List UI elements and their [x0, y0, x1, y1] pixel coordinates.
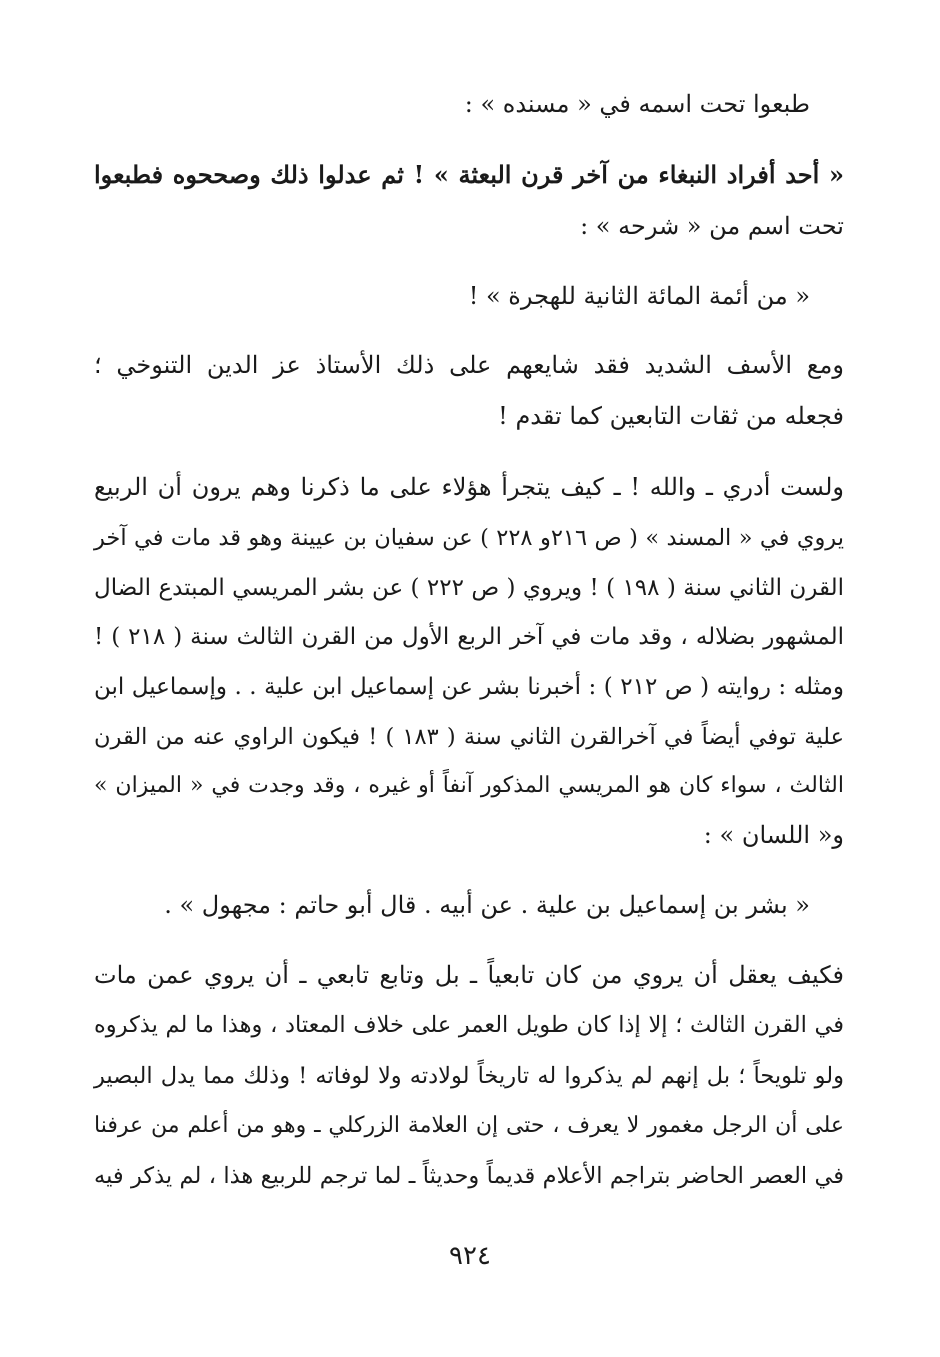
- text-line-12: علية توفي أيضاً في آخرالقرن الثاني سنة ( ١٨٣ ) ! فيكون الراوي عنه من القرن: [94, 724, 844, 750]
- text-line-10: المشهور بضلاله ، وقد مات في آخر الربع الأول من القرن الثالث سنة ( ٢١٨ ) !: [94, 624, 844, 650]
- text-line-19: على أن الرجل مغمور لا يعرف ، حتى إن العلامة الزركلي ـ وهو من أعلم من عرفنا: [94, 1113, 844, 1138]
- text-line-4: « من أئمة المائة الثانية للهجرة » !: [468, 282, 810, 310]
- text-line-3: تحت اسم من « شرحه » :: [580, 212, 844, 240]
- text-line-18: ولو تلويحاً ؛ بل إنهم لم يذكروا له تاريخاً لولادته ولا لوفاته ! وذلك مما يدل البصير: [94, 1063, 844, 1089]
- text-line-16: فكيف يعقل أن يروي من كان تابعياً ـ بل وتابع تابعي ـ أن يروي عمن مات: [94, 961, 844, 989]
- text-line-11: ومثله : روايته ( ص ٢١٢ ) : أخبرنا بشر عن إسماعيل ابن علية . . وإسماعيل ابن: [94, 674, 844, 700]
- text-line-5: ومع الأسف الشديد فقد شايعهم على ذلك الأستاذ عز الدين التنوخي ؛: [94, 351, 844, 379]
- text-line-8: يروي في « المسند » ( ص ٢١٦و ٢٢٨ ) عن سفيان بن عيينة وهو قد مات في آخر: [94, 525, 844, 551]
- text-line-17: في القرن الثالث ؛ إلا إذا كان طويل العمر على خلاف المعتاد ، وهذا ما لم يذكروه: [94, 1012, 844, 1038]
- text-line-2: « أحد أفراد النبغاء من آخر قرن البعثة » ! ثم عدلوا ذلك وصححوه فطبعوا: [94, 160, 844, 189]
- text-line-9: القرن الثاني سنة ( ١٩٨ ) ! ويروي ( ص ٢٢٢ ) عن بشر المريسي المبتدع الضال: [94, 575, 845, 601]
- page-number: ٩٢٤: [449, 1241, 491, 1271]
- text-line-6: فجعله من ثقات التابعين كما تقدم !: [498, 402, 844, 430]
- text-line-13: الثالث ، سواء كان هو المريسي المذكور آنفاً أو غيره ، وقد وجدت في « الميزان »: [94, 773, 844, 798]
- text-line-7: ولست أدري ـ والله ! ـ كيف يتجرأ هؤلاء على ما ذكرنا وهم يرون أن الربيع: [94, 473, 844, 501]
- text-line-20: في العصر الحاضر بتراجم الأعلام قديماً وحديثاً ـ لما ترجم للربيع هذا ، لم يذكر فيه: [94, 1163, 844, 1189]
- text-line-1: طبعوا تحت اسمه في « مسنده » :: [464, 90, 810, 118]
- text-line-14: و« اللسان » :: [703, 821, 844, 849]
- text-line-15: « بشر بن إسماعيل بن علية . عن أبيه . قال أبو حاتم : مجهول » .: [164, 891, 810, 919]
